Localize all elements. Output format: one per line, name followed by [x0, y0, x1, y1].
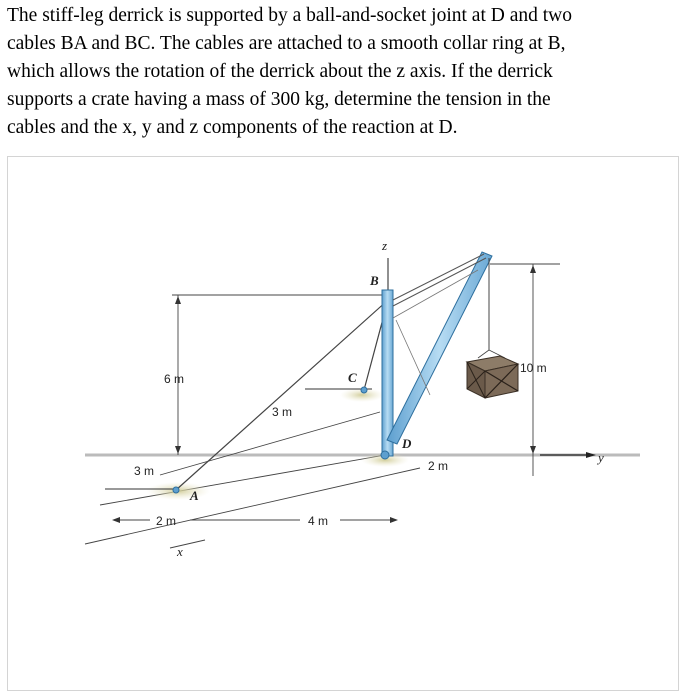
dim-2m-arrow-left — [112, 517, 120, 523]
axis-z-label: z — [382, 238, 388, 253]
dim-2m-right-label: 2 m — [428, 459, 449, 473]
ground-diagonal-mid — [100, 455, 385, 505]
problem-line-2: cables BA and BC. The cables are attached to a smooth collar ring at B, — [7, 33, 566, 54]
dim-3m-upper-label: 3 m — [272, 405, 293, 419]
point-a-label: A — [190, 488, 199, 503]
dim-4m-front-label: 4 m — [308, 514, 329, 528]
problem-line-4: supports a crate having a mass of 300 kg, determine the tension in the — [7, 89, 551, 110]
joint-c — [361, 387, 367, 393]
problem-line-3: which allows the rotation of the derrick about the z axis. If the derrick — [7, 61, 553, 82]
x-axis-line — [170, 540, 205, 548]
dim-10m-arrow-bottom — [530, 446, 536, 454]
sling-left — [478, 350, 489, 358]
axis-x-label: x — [177, 544, 183, 559]
joint-a — [173, 487, 179, 493]
problem-line-5: cables and the x, y and z components of the reaction at D. — [7, 117, 458, 138]
ground-diagonal-front — [85, 468, 420, 544]
dim-4m-arrow-right — [390, 517, 398, 523]
point-b-label: B — [370, 273, 379, 288]
point-d-label: D — [402, 436, 412, 451]
joint-d — [381, 451, 389, 459]
dim-10m-arrow-top — [530, 265, 536, 273]
dim-2m-front-label: 2 m — [156, 514, 177, 528]
dim-6m-label: 6 m — [164, 372, 185, 386]
problem-line-1: The stiff-leg derrick is supported by a ball-and-socket joint at D and two — [7, 5, 572, 26]
axis-y-label: y — [598, 450, 604, 465]
boom — [387, 252, 492, 444]
point-c-label: C — [348, 370, 357, 385]
ground-diagonal-back — [160, 412, 380, 475]
dim-6m-arrow-bottom — [175, 446, 181, 454]
rigging-4 — [396, 320, 430, 395]
y-axis-arrow — [586, 452, 596, 458]
dim-10m-label: 10 m — [520, 361, 547, 375]
dim-3m-left-label: 3 m — [134, 464, 155, 478]
dim-6m-arrow-top — [175, 296, 181, 304]
crate — [467, 356, 518, 398]
